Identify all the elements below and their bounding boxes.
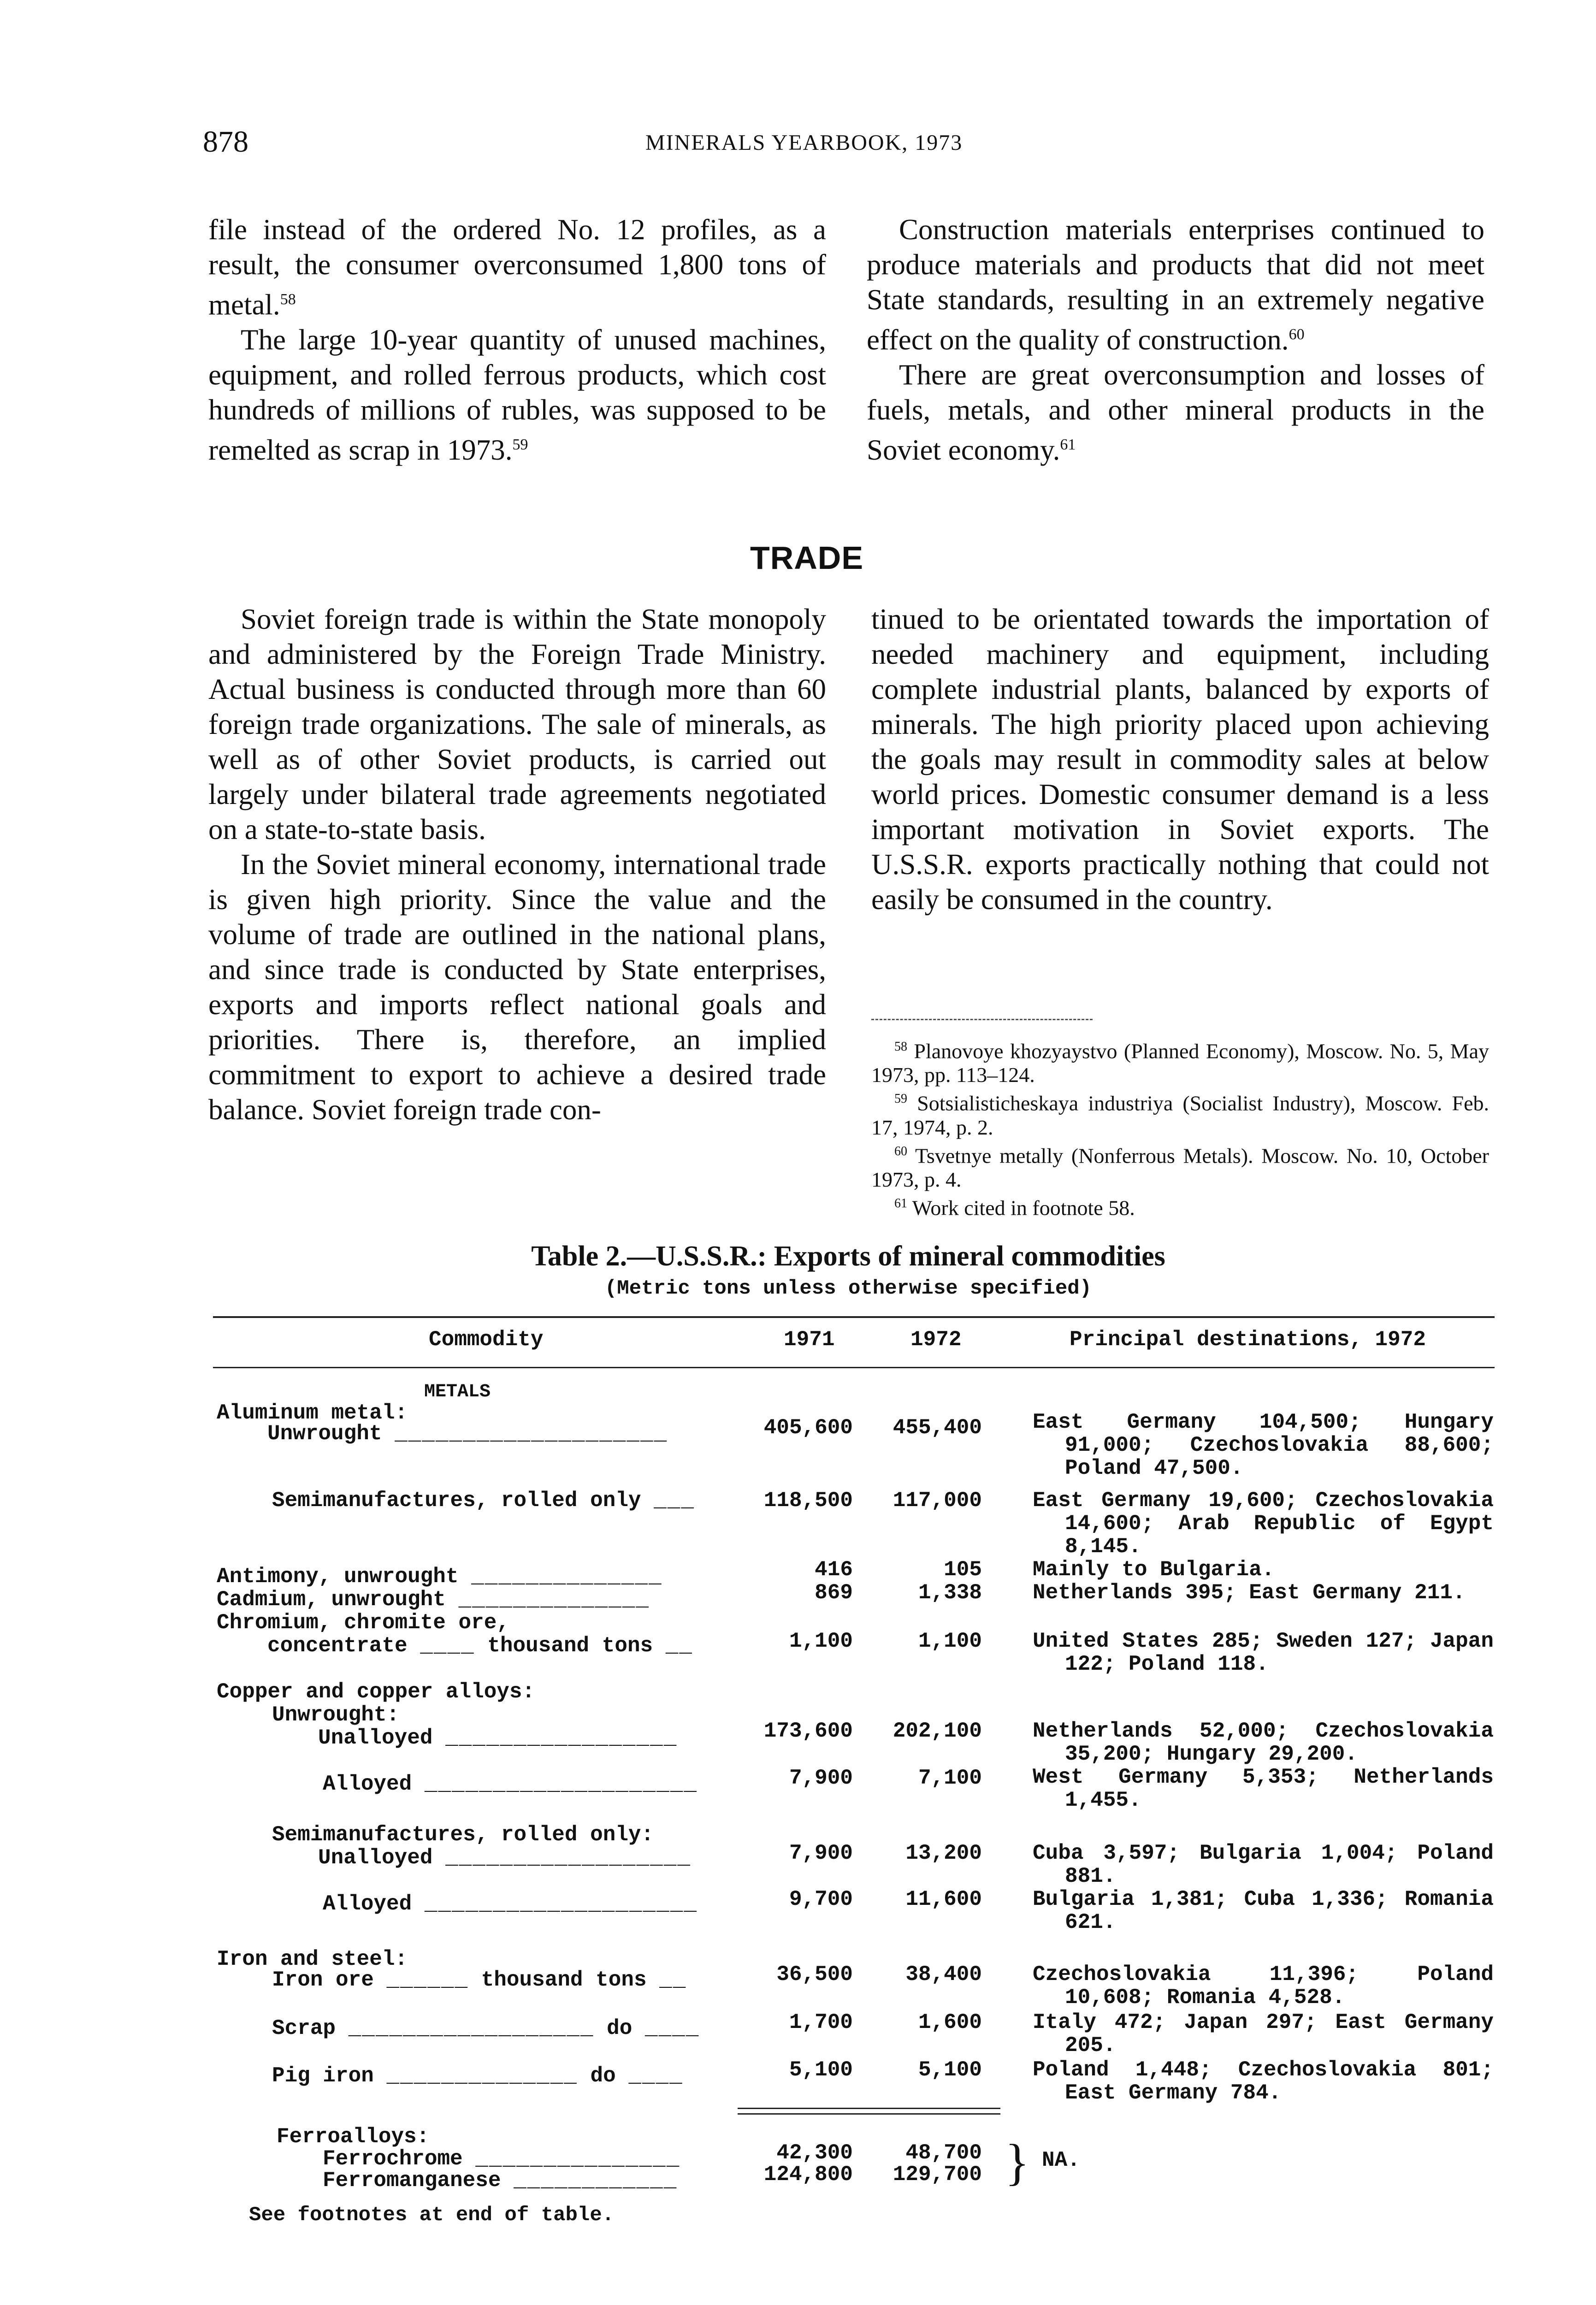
footnote: $^{60}$ Tsvetnye metally (Nonferrous Metals). Moscow. No. 10, October 1973, p. 4. xyxy=(871,1143,1490,1191)
paragraph: file instead of the ordered No. 12 profiles, as a result, the consumer overconsumed 1,800 tons of metal.$^{58}$ xyxy=(208,213,826,321)
page-number: 878 xyxy=(203,125,248,159)
footnote: $^{61}$ Work cited in footnote 58. xyxy=(894,1196,1135,1220)
footnotes xyxy=(871,1035,1489,1220)
group-label: Unwrought: xyxy=(272,1703,400,1727)
section-heading-trade: TRADE xyxy=(750,540,864,576)
footnote: $^{58}$ Planovoye khozyaystvo (Planned Economy), Moscow. No. 5, May 1973, pp. 113–124. xyxy=(871,1039,1490,1087)
table-divider xyxy=(738,2113,1000,2115)
paragraph: Soviet foreign trade is within the State monopoly and administered by the Foreign Trade Ministry. Actual business is conducted through more than 60 foreign trade organizations. The sale of minerals, as well as of other Soviet products, is carried out largely under bilateral trade agreements negotiated on a state-to-state basis. xyxy=(208,603,826,845)
trade-right-column xyxy=(871,602,1489,917)
table-subtitle: (Metric tons unless otherwise specified) xyxy=(604,1277,1092,1300)
trade-left-column xyxy=(208,602,826,1127)
table-top-rule xyxy=(213,1316,1495,1318)
section-label-metals: METALS xyxy=(424,1382,491,1402)
paragraph: Construction materials enterprises continued to produce materials and products that did not meet State standards, resulting in an extremely negative effect on the quality of construction.$^{60}$ xyxy=(867,213,1484,356)
page-header xyxy=(203,124,1494,166)
column-header-1972: 1972 xyxy=(910,1328,962,1352)
ferroalloys-destination: NA. xyxy=(1042,2148,1080,2172)
column-header-commodity: Commodity xyxy=(429,1328,544,1352)
group-label: Chromium, chromite ore, xyxy=(217,1611,509,1635)
group-label: Copper and copper alloys: xyxy=(217,1680,535,1704)
group-label: Aluminum metal: xyxy=(217,1401,408,1425)
table-title: Table 2.—U.S.S.R.: Exports of mineral commodities xyxy=(531,1241,1165,1272)
footnote: $^{59}$ Sotsialisticheskaya industriya (Socialist Industry), Moscow. Feb. 17, 1974, p. 2. xyxy=(871,1091,1489,1139)
paragraph: In the Soviet mineral economy, international trade is given high priority. Since the value and the volume of trade are outlined in the national plans, and since trade is conducted by State enterprises, exports and imports reflect national goals and priorities. There is, therefore, an implied commitment to export to achieve a desired trade balance. Soviet foreign trade con- xyxy=(208,848,826,1126)
column-header-1971: 1971 xyxy=(784,1328,835,1352)
table-divider xyxy=(738,2108,1000,2109)
table-header-rule xyxy=(213,1367,1495,1368)
group-label: Semimanufactures, rolled only: xyxy=(272,1823,654,1847)
footnote-divider xyxy=(871,1019,1093,1020)
paragraph: There are great overconsumption and losses of fuels, metals, and other mineral products in the Soviet economy.$^{61}$ xyxy=(867,359,1484,466)
brace-symbol: } xyxy=(1005,2134,1029,2190)
paragraph: The large 10-year quantity of unused machines, equipment, and rolled ferrous products, which cost hundreds of millions of rubles, was supposed to be remelted as scrap in 1973.59 xyxy=(208,324,826,466)
column-header-destinations: Principal destinations, 1972 xyxy=(1070,1328,1426,1352)
group-label: Iron and steel: xyxy=(217,1947,408,1971)
running-title: MINERALS YEARBOOK, 1973 xyxy=(645,130,963,155)
paragraph: tinued to be orientated towards the importation of needed machinery and equipment, including complete industrial plants, balanced by exports of minerals. The high priority placed upon achieving the goals may result in commodity sales at below world prices. Domestic consumer demand is a less important motivation in Soviet exports. The U.S.S.R. exports practically nothing that could not easily be consumed in the country. xyxy=(871,603,1489,916)
table-note: See footnotes at end of table. xyxy=(249,2204,615,2227)
intro-left-column xyxy=(208,212,826,467)
intro-right-column xyxy=(867,212,1484,467)
group-label: Ferroalloys: xyxy=(277,2125,430,2149)
